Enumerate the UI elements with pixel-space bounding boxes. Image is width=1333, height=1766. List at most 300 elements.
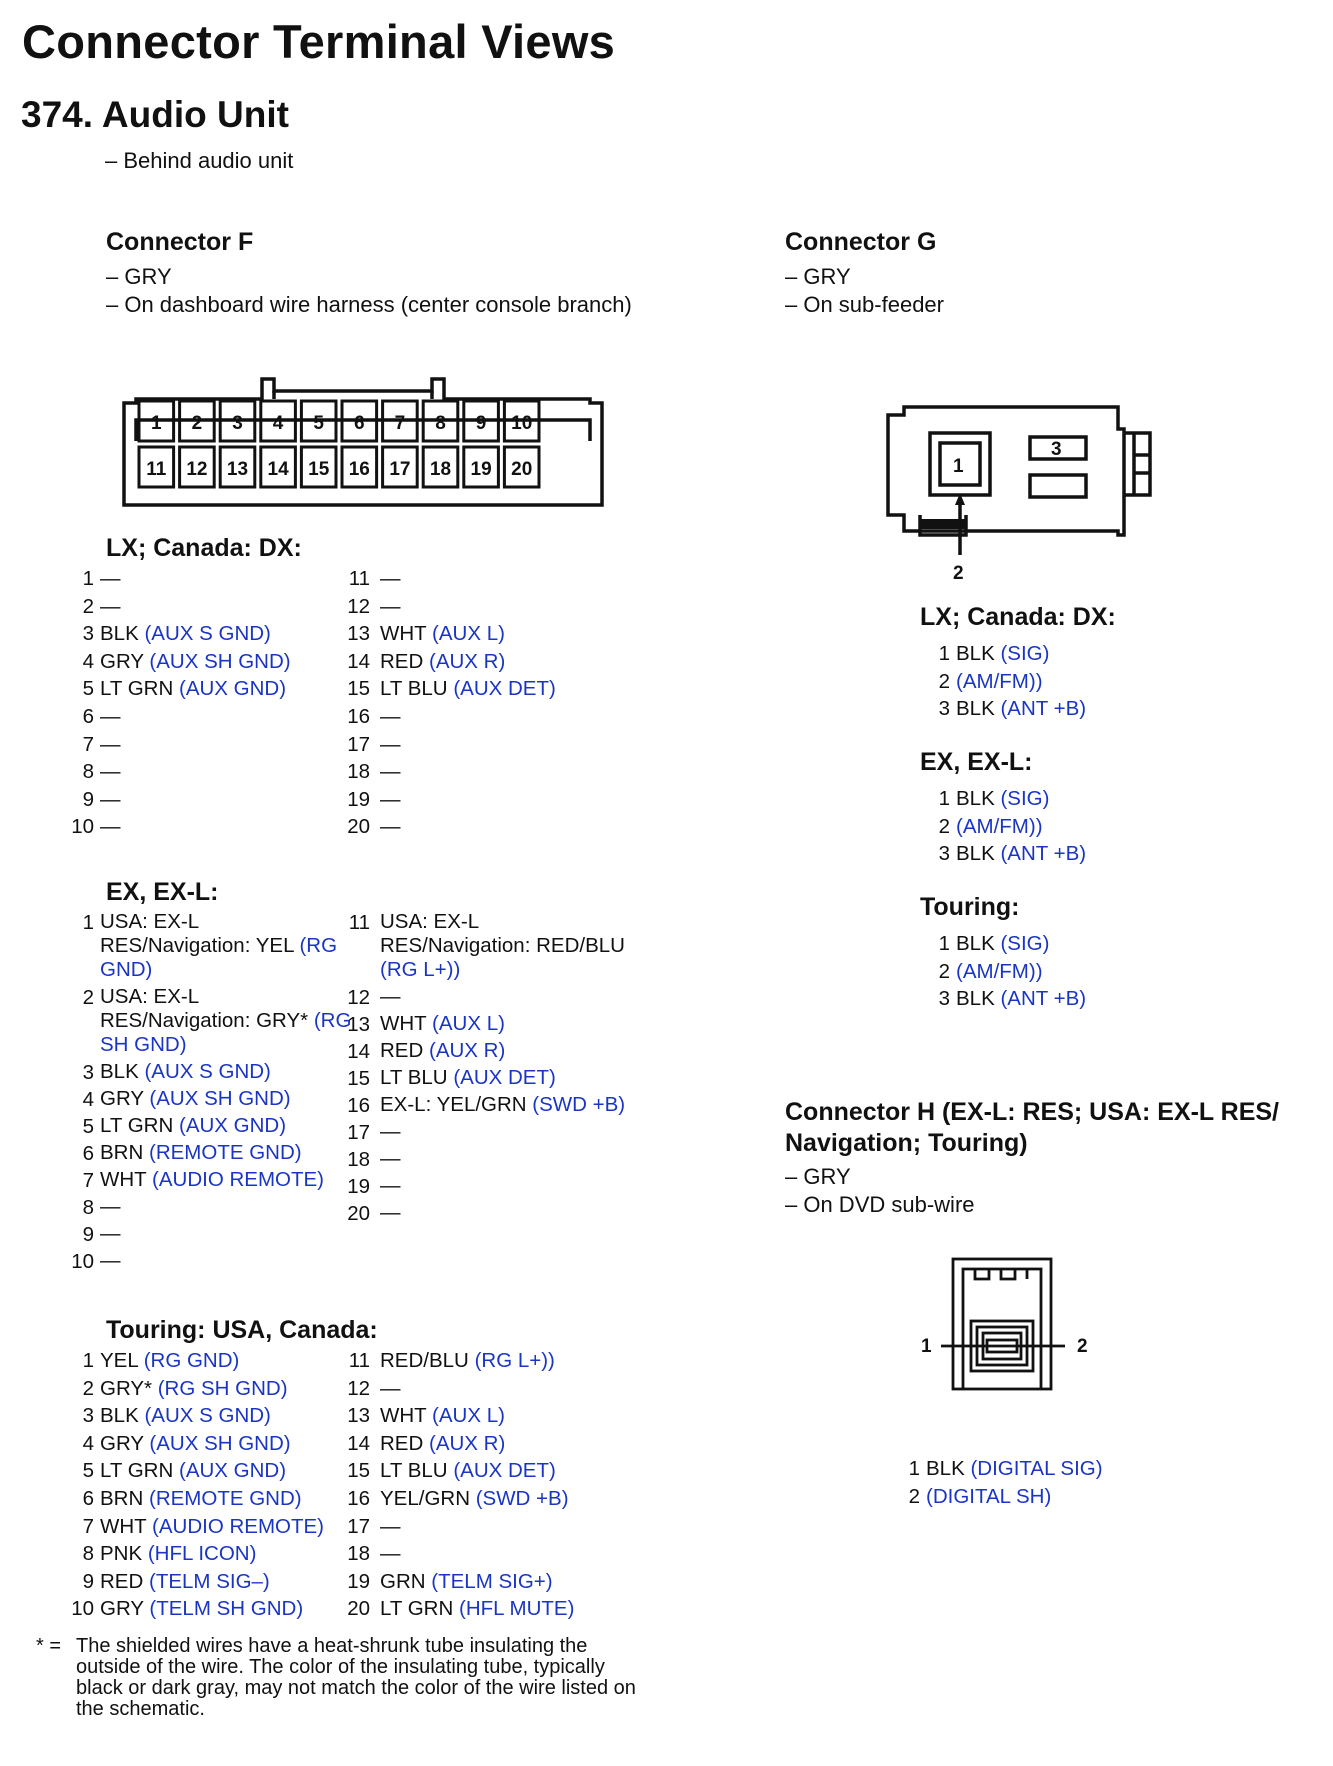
wire-color: — [380, 1120, 401, 1143]
f-cavity-label: 11 [146, 459, 167, 480]
pin-number: 14 [347, 1431, 370, 1455]
pin-row [340, 909, 630, 984]
pin-row [890, 1455, 1210, 1483]
pin-row [64, 620, 344, 648]
pin-row [340, 648, 670, 676]
wire-color: PNK [100, 1542, 143, 1566]
wire-color: — [100, 704, 121, 728]
signal-name: (AUX GND) [179, 1114, 287, 1137]
connector-f-location: – On dashboard wire harness (center console branch) [106, 292, 632, 317]
pin-number: 3 [82, 622, 94, 646]
footnote-mark: * = [36, 1635, 62, 1657]
pin-row [64, 1167, 354, 1194]
wire-color: YEL [100, 1349, 138, 1372]
connector-g-header [785, 228, 944, 319]
pin-number: 18 [347, 760, 370, 784]
pin-number: 9 [82, 1569, 94, 1593]
footnote-text: The shielded wires have a heat-shrunk tube insulating the outside of the wire. The color of the insulating tube, typically black or dark gray, may not match the color of the wire listed on the schematic. [76, 1635, 636, 1720]
connector-f-lx-left [64, 565, 344, 841]
pin-row [920, 695, 1180, 723]
connector-h-diagram [915, 1255, 1095, 1395]
connector-g-touring-title: Touring: [920, 893, 1020, 921]
wire-color: BLK [956, 642, 995, 665]
pin-number: 2 [938, 814, 950, 838]
pin-number: 4 [82, 649, 94, 673]
pin-row [340, 1540, 670, 1568]
connector-f-diagram [122, 375, 606, 509]
wire-color: — [100, 594, 121, 618]
pin-row [340, 786, 670, 814]
signal-name: (RG SH GND) [157, 1376, 288, 1400]
pin-number: 13 [347, 1013, 370, 1036]
wire-color: RED [380, 1039, 424, 1062]
connector-h-pins [890, 1455, 1210, 1510]
pin-row [340, 1200, 630, 1227]
signal-name: (HFL MUTE) [459, 1597, 575, 1621]
pin-row [340, 1457, 670, 1485]
pin-row [64, 1113, 354, 1140]
pin-row [340, 1595, 670, 1623]
pin-row [340, 703, 670, 731]
connector-h-title: Connector H (EX-L: RES; USA: EX-L RES/ Navigation; Touring) [785, 1098, 1280, 1157]
pin-row [64, 1375, 354, 1403]
pin-row [340, 1173, 630, 1200]
wire-color: — [380, 1376, 401, 1400]
pin-row [340, 1011, 630, 1038]
pin-number: 17 [347, 1121, 370, 1144]
f-cavity-label: 18 [429, 459, 452, 480]
pin-row [64, 731, 344, 759]
f-cavity-label: 3 [232, 413, 243, 434]
wire-color: GRY [100, 649, 144, 673]
pin-number: 3 [82, 1404, 94, 1428]
pin-row [340, 565, 670, 593]
wire-color: BRN [100, 1486, 144, 1510]
pin-number: 14 [347, 649, 370, 673]
pin-number: 6 [82, 1486, 94, 1510]
section-location: – Behind audio unit [105, 148, 294, 173]
wire-color: BRN [100, 1141, 144, 1164]
connector-g-location: – On sub-feeder [785, 292, 944, 317]
wire-color: — [100, 787, 121, 811]
pin-number: 12 [347, 594, 370, 618]
connector-f-ex-left [64, 909, 354, 1275]
connector-g-ex-pins [920, 785, 1180, 868]
pin-number: 8 [82, 760, 94, 784]
pin-row [64, 1086, 354, 1113]
wire-color: — [100, 732, 121, 756]
pin-row [340, 1119, 630, 1146]
pin-number: 1 [938, 932, 950, 955]
pin-number: 1 [938, 787, 950, 810]
wire-color: RED [380, 1431, 424, 1455]
signal-name: (SWD +B) [475, 1486, 569, 1510]
pin-row [64, 648, 344, 676]
pin-number: 10 [71, 815, 94, 839]
h-cavity-1: 1 [921, 1336, 932, 1357]
f-cavity-label: 13 [226, 459, 249, 480]
signal-name: (AUX SH GND) [149, 1087, 291, 1110]
pin-row [340, 984, 630, 1011]
pin-row [340, 813, 670, 841]
signal-name: (TELM SH GND) [149, 1597, 304, 1621]
wire-color: YEL/GRN [380, 1486, 470, 1510]
pin-number: 1 [908, 1457, 920, 1480]
signal-name: (AUX S GND) [144, 622, 271, 646]
wire-color: BLK [100, 1404, 139, 1428]
signal-name: (DIGITAL SH) [926, 1484, 1052, 1508]
wire-color: GRY [100, 1597, 144, 1621]
f-cavity-label: 4 [272, 413, 284, 434]
signal-name: (AM/FM)) [956, 814, 1043, 838]
f-cavity-label: 8 [435, 413, 446, 434]
wire-color: BLK [100, 1060, 139, 1083]
pin-row [64, 565, 344, 593]
wire-color: — [380, 1147, 401, 1170]
pin-row [920, 813, 1180, 841]
pin-number: 16 [347, 704, 370, 728]
wire-color: USA: EX-L RES/Navigation: RED/BLU [380, 910, 625, 957]
pin-number: 12 [347, 986, 370, 1009]
pin-number: 9 [82, 1223, 94, 1246]
pin-row [64, 1194, 354, 1221]
f-cavity-label: 16 [348, 459, 370, 480]
pin-number: 12 [347, 1376, 370, 1400]
wire-color: — [100, 567, 121, 590]
pin-row [340, 1430, 670, 1458]
pin-number: 16 [347, 1094, 370, 1117]
signal-name: (SIG) [1000, 932, 1050, 955]
pin-row [340, 1402, 670, 1430]
pin-row [340, 731, 670, 759]
pin-number: 3 [938, 987, 950, 1011]
connector-f-color: – GRY [106, 264, 172, 289]
wire-color: BLK [956, 697, 995, 721]
signal-name: (AUX S GND) [144, 1060, 271, 1083]
signal-name: (AUDIO REMOTE) [152, 1168, 324, 1191]
pin-row [340, 758, 670, 786]
connector-f-touring-left [64, 1347, 354, 1623]
wire-color: — [100, 760, 121, 784]
wire-color: WHT [100, 1514, 147, 1538]
pin-row [340, 1146, 630, 1173]
wire-color: USA: EX-L RES/Navigation: YEL [100, 910, 294, 957]
signal-name: (ANT +B) [1000, 987, 1087, 1011]
wire-color: — [380, 760, 401, 784]
pin-row [64, 1568, 354, 1596]
pin-number: 11 [348, 911, 370, 934]
f-cavity-label: 20 [511, 459, 533, 480]
signal-name: (AUX DET) [453, 677, 556, 701]
pin-row [340, 675, 670, 703]
signal-name: (AUX GND) [179, 677, 287, 701]
pin-number: 6 [82, 1142, 94, 1165]
f-cavity-label: 17 [389, 459, 411, 480]
pin-row [64, 1140, 354, 1167]
connector-f-touring-right [340, 1347, 670, 1623]
f-cavity-label: 6 [354, 413, 365, 434]
wire-color: — [100, 815, 121, 839]
pin-row [64, 984, 354, 1059]
signal-name: (HFL ICON) [147, 1542, 257, 1566]
pin-number: 3 [82, 1061, 94, 1084]
pin-number: 10 [71, 1250, 94, 1273]
pin-row [64, 1595, 354, 1623]
pin-row [64, 758, 344, 786]
wire-color: BLK [100, 622, 139, 646]
pin-row [64, 1059, 354, 1086]
pin-number: 15 [347, 677, 370, 701]
signal-name: (RG L+)) [474, 1349, 555, 1372]
connector-g-lx-title: LX; Canada: DX: [920, 603, 1116, 631]
wire-color: USA: EX-L RES/Navigation: GRY* [100, 985, 309, 1032]
signal-name: (DIGITAL SIG) [970, 1457, 1103, 1480]
pin-row [64, 1402, 354, 1430]
signal-name: (AUX R) [429, 1431, 506, 1455]
pin-number: 1 [82, 567, 94, 590]
pin-number: 2 [908, 1484, 920, 1508]
wire-color: — [380, 1542, 401, 1566]
signal-name: (AUX L) [432, 622, 505, 646]
pin-number: 6 [82, 704, 94, 728]
connector-h-location: – On DVD sub-wire [785, 1192, 975, 1217]
g-cavity-3: 3 [1051, 439, 1062, 460]
pin-row [340, 1065, 630, 1092]
pin-row [340, 1513, 670, 1541]
footnote [36, 1636, 636, 1720]
connector-f-title: Connector F [106, 228, 254, 256]
pin-number: 10 [71, 1597, 94, 1621]
signal-name: (SIG) [1000, 642, 1050, 665]
signal-name: (AUX GND) [179, 1459, 287, 1483]
pin-number: 5 [82, 1115, 94, 1138]
pin-number: 2 [82, 986, 94, 1009]
pin-row [340, 1038, 630, 1065]
pin-row [920, 785, 1180, 813]
wire-color: BLK [956, 987, 995, 1011]
wire-color: — [380, 732, 401, 756]
wire-color: — [380, 594, 401, 618]
pin-number: 5 [82, 1459, 94, 1483]
wire-color: BLK [956, 932, 995, 955]
f-cavity-label: 14 [267, 459, 289, 480]
signal-name: (SIG) [1000, 787, 1050, 810]
pin-row [64, 703, 344, 731]
wire-color: — [380, 1201, 401, 1224]
pin-number: 1 [82, 1349, 94, 1372]
signal-name: (REMOTE GND) [149, 1486, 302, 1510]
g-cavity-1: 1 [953, 456, 964, 477]
signal-name: (AUDIO REMOTE) [152, 1514, 324, 1538]
signal-name: (ANT +B) [1000, 842, 1087, 866]
pin-row [340, 620, 670, 648]
signal-name: (AM/FM)) [956, 959, 1043, 983]
pin-number: 20 [347, 815, 370, 839]
pin-number: 9 [82, 787, 94, 811]
connector-f-ex-title: EX, EX-L: [106, 878, 219, 906]
pin-number: 7 [82, 732, 94, 756]
pin-row [64, 1347, 354, 1375]
pin-number: 19 [347, 787, 370, 811]
wire-color: — [380, 1514, 401, 1538]
wire-color: — [380, 815, 401, 839]
section-title: 374. Audio Unit [21, 94, 289, 135]
connector-g-touring-pins [920, 930, 1180, 1013]
connector-f-touring-title: Touring: USA, Canada: [106, 1316, 378, 1344]
pin-number: 17 [347, 1514, 370, 1538]
wire-color: RED [380, 649, 424, 673]
wire-color: GRN [380, 1569, 426, 1593]
wire-color: BLK [956, 842, 995, 866]
wire-color: RED/BLU [380, 1349, 469, 1372]
pin-row [920, 840, 1180, 868]
pin-number: 4 [82, 1088, 94, 1111]
wire-color: — [380, 787, 401, 811]
signal-name: (AUX DET) [453, 1066, 556, 1089]
signal-name: (RG GND) [100, 934, 338, 981]
wire-color: LT BLU [380, 1066, 448, 1089]
wire-color: GRY [100, 1431, 144, 1455]
pin-row [64, 786, 344, 814]
pin-number: 1 [938, 642, 950, 665]
wire-color: LT GRN [380, 1597, 454, 1621]
connector-f-header [106, 228, 632, 319]
pin-row [340, 1568, 670, 1596]
pin-number: 7 [82, 1514, 94, 1538]
pin-number: 4 [82, 1431, 94, 1455]
pin-row [890, 1483, 1210, 1511]
pin-number: 15 [347, 1067, 370, 1090]
wire-color: LT GRN [100, 677, 174, 701]
signal-name: (RG L+)) [380, 958, 461, 981]
wire-color: — [380, 704, 401, 728]
h-cavity-2: 2 [1077, 1336, 1088, 1357]
pin-number: 20 [347, 1597, 370, 1621]
signal-name: (AUX R) [429, 649, 506, 673]
pin-number: 18 [347, 1542, 370, 1566]
connector-g-ex-title: EX, EX-L: [920, 748, 1033, 776]
pin-row [64, 1540, 354, 1568]
signal-name: (AUX SH GND) [149, 1431, 291, 1455]
pin-number: 13 [347, 1404, 370, 1428]
pin-number: 15 [347, 1459, 370, 1483]
connector-f-lx-right [340, 565, 670, 841]
pin-row [920, 930, 1180, 958]
wire-color: WHT [380, 622, 427, 646]
pin-number: 16 [347, 1486, 370, 1510]
pin-number: 11 [348, 1349, 370, 1372]
signal-name: (SWD +B) [532, 1093, 626, 1116]
pin-number: 7 [82, 1169, 94, 1192]
signal-name: (TELM SIG–) [149, 1569, 270, 1593]
pin-row [64, 1221, 354, 1248]
pin-row [64, 1513, 354, 1541]
pin-number: 3 [938, 697, 950, 721]
connector-f-lx-title: LX; Canada: DX: [106, 534, 302, 562]
pin-row [340, 1375, 670, 1403]
pin-number: 17 [347, 732, 370, 756]
pin-number: 18 [347, 1148, 370, 1171]
pin-number: 19 [347, 1569, 370, 1593]
pin-row [920, 640, 1180, 668]
f-cavity-label: 12 [186, 459, 208, 480]
pin-number: 2 [82, 594, 94, 618]
pin-row [920, 668, 1180, 696]
f-cavity-label: 2 [191, 413, 203, 434]
connector-g-diagram [880, 395, 1160, 595]
wire-color: — [100, 1249, 121, 1272]
signal-name: (REMOTE GND) [149, 1141, 302, 1164]
pin-number: 13 [347, 622, 370, 646]
pin-row [920, 985, 1180, 1013]
f-cavity-label: 5 [313, 413, 324, 434]
f-cavity-label: 9 [475, 413, 487, 434]
wire-color: LT BLU [380, 677, 448, 701]
pin-row [340, 1347, 670, 1375]
pin-number: 3 [938, 842, 950, 866]
pin-number: 2 [938, 959, 950, 983]
wire-color: GRY [100, 1087, 144, 1110]
wire-color: — [100, 1195, 121, 1218]
pin-row [64, 813, 344, 841]
wire-color: RED [100, 1569, 144, 1593]
connector-g-color: – GRY [785, 264, 851, 289]
signal-name: (ANT +B) [1000, 697, 1087, 721]
pin-row [64, 593, 344, 621]
wire-color: BLK [926, 1457, 965, 1480]
signal-name: (AUX L) [432, 1012, 505, 1035]
wire-color: WHT [100, 1168, 147, 1191]
f-cavity-label: 7 [394, 413, 406, 434]
pin-row [64, 675, 344, 703]
signal-name: (TELM SIG+) [431, 1569, 553, 1593]
connector-h-header [785, 1097, 1305, 1219]
pin-row [340, 1092, 630, 1119]
f-cavity-label: 1 [151, 413, 162, 434]
g-cavity-2: 2 [953, 563, 964, 584]
signal-name: (AUX SH GND) [149, 649, 291, 673]
signal-name: (AM/FM)) [956, 669, 1043, 693]
pin-number: 2 [938, 669, 950, 693]
pin-number: 11 [348, 567, 370, 590]
page-title: Connector Terminal Views [22, 15, 616, 68]
pin-row [64, 1485, 354, 1513]
pin-number: 8 [82, 1196, 94, 1219]
pin-number: 19 [347, 1175, 370, 1198]
pin-number: 14 [347, 1040, 370, 1063]
wire-color: LT BLU [380, 1459, 448, 1483]
wire-color: — [380, 567, 401, 590]
wire-color: LT GRN [100, 1114, 174, 1137]
pin-number: 8 [82, 1542, 94, 1566]
wire-color: — [380, 985, 401, 1008]
signal-name: (AUX L) [432, 1404, 505, 1428]
signal-name: (RG GND) [143, 1349, 240, 1372]
connector-h-color: – GRY [785, 1164, 851, 1189]
f-cavity-label: 19 [470, 459, 492, 480]
wire-color: BLK [956, 787, 995, 810]
pin-number: 1 [82, 911, 94, 934]
pin-row [340, 593, 670, 621]
pin-row [64, 1457, 354, 1485]
wire-color: — [380, 1174, 401, 1197]
connector-g-lx-pins [920, 640, 1180, 723]
signal-name: (AUX R) [429, 1039, 506, 1062]
pin-row [64, 1430, 354, 1458]
wire-color: — [100, 1222, 121, 1245]
f-cavity-label: 15 [308, 459, 330, 480]
wire-color: EX-L: YEL/GRN [380, 1093, 527, 1116]
